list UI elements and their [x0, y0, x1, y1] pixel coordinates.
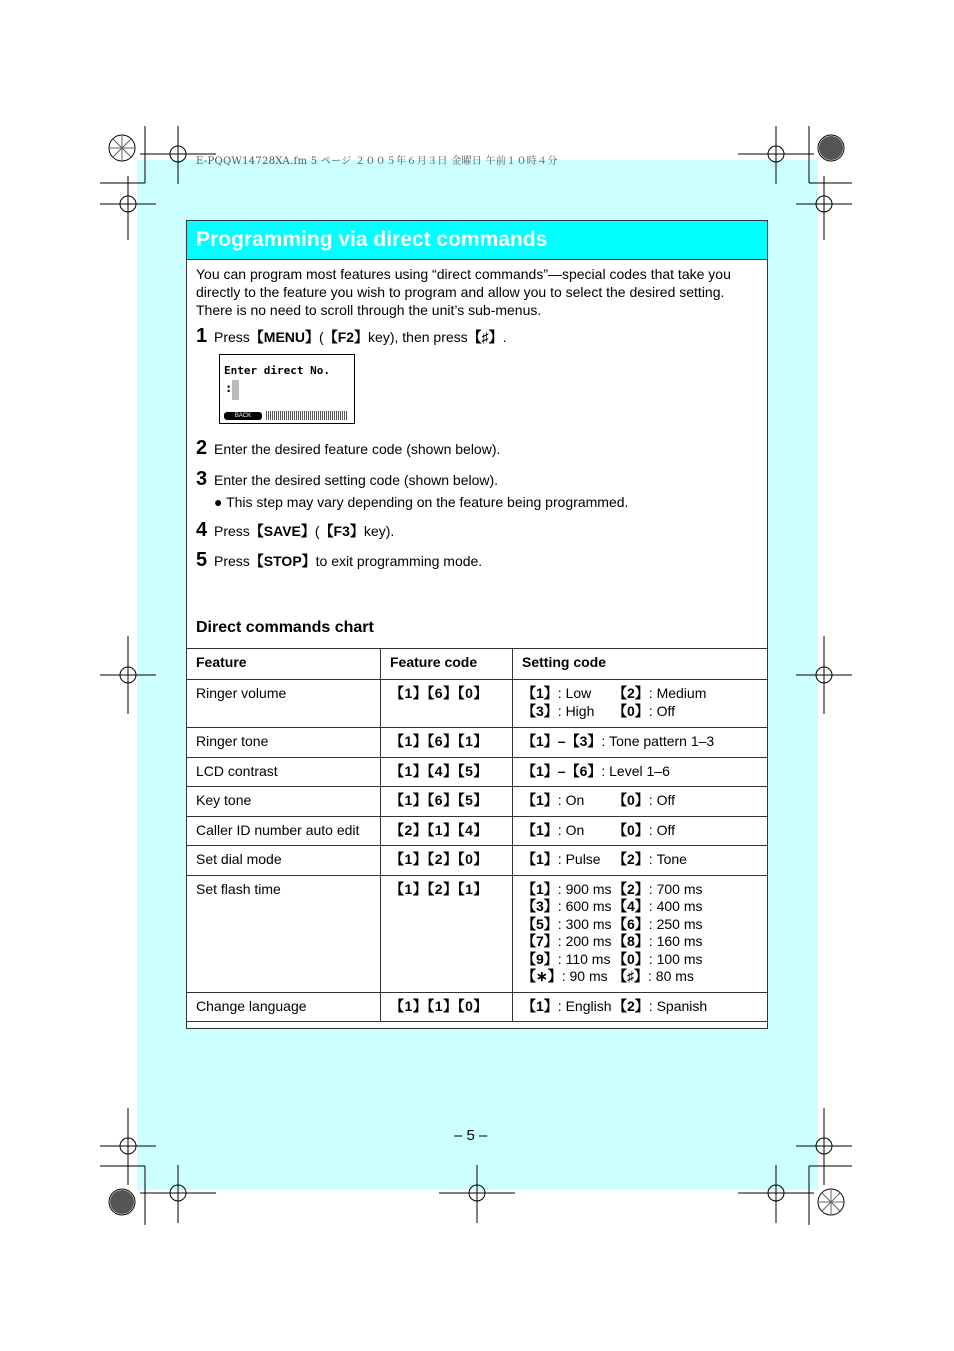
setting-value: : Tone pattern 1–3: [601, 733, 715, 749]
setting-entry: [613, 951, 758, 969]
key-label: 【0】: [613, 792, 649, 808]
key-label: 【0】: [613, 821, 649, 838]
table-row: [187, 680, 768, 728]
step-text: key).: [363, 523, 395, 539]
feature-code-cell: 【2】【1】【4】: [381, 816, 513, 846]
setting-value: : 300 ms: [557, 915, 612, 932]
setting-value: : English: [557, 997, 612, 1014]
setting-entry: [522, 881, 613, 899]
lcd-back-softkey: BACK: [224, 412, 262, 420]
key-label: 【1】: [522, 997, 558, 1014]
setting-entry: [613, 851, 758, 869]
column-header: Feature: [187, 649, 381, 680]
step-number: 4: [196, 519, 208, 541]
feature-code-cell: 【1】【6】【1】: [381, 728, 513, 758]
page-title: Programming via direct commands: [196, 228, 548, 251]
table-header-row: [187, 649, 768, 680]
step-2: [196, 437, 500, 460]
table-row: [187, 728, 768, 758]
setting-value: : On: [557, 821, 585, 838]
feature-code-cell: 【1】【6】【5】: [381, 787, 513, 817]
setting-entry: [613, 898, 758, 916]
column-header: Setting code: [513, 649, 768, 680]
menu-key: 【MENU】: [249, 329, 320, 345]
table-row: [187, 757, 768, 787]
setting-entry: [522, 933, 613, 951]
page-number: – 5 –: [454, 1127, 488, 1144]
setting-value: : 600 ms: [557, 898, 612, 914]
setting-value: : 90 ms: [561, 968, 608, 984]
direct-commands-table: [186, 648, 768, 1022]
key-label: 【0】: [613, 950, 649, 967]
step-text: to exit programming mode.: [315, 553, 483, 569]
setting-value: : Spanish: [648, 997, 708, 1014]
setting-value: : Level 1–6: [601, 762, 670, 779]
intro-paragraph: You can program most features using “direct commands”—special codes that take you directly to the feature you wish to program and allow you to select the desired setting. There is no need to scroll through the unit’s sub-menus.: [196, 266, 731, 318]
key-label: 【∗】: [522, 968, 562, 984]
setting-entry: [522, 851, 613, 869]
feature-cell: Change language: [187, 992, 381, 1022]
table-row: [187, 992, 768, 1022]
feature-code-cell: 【1】【2】【1】: [381, 875, 513, 992]
table-row: [187, 787, 768, 817]
step-text: Press: [214, 329, 250, 345]
step-4: [196, 519, 394, 542]
feature-code-cell: 【1】【4】【5】: [381, 757, 513, 787]
setting-value: : High: [557, 702, 595, 719]
step-number: 2: [196, 437, 208, 459]
key-label: 【7】: [522, 933, 558, 949]
setting-code-cell: [513, 728, 768, 758]
step-number: 3: [196, 468, 208, 490]
setting-entry: [522, 898, 613, 916]
key-label: 【6】: [613, 915, 649, 932]
feature-cell: Ringer volume: [187, 680, 381, 728]
table-row: [187, 875, 768, 992]
setting-entry: [613, 968, 758, 986]
table-row: [187, 816, 768, 846]
setting-value: : 250 ms: [648, 915, 703, 932]
setting-entry: [522, 916, 613, 934]
setting-code-cell: [513, 816, 768, 846]
step-3-note: ● This step may vary depending on the feature being programmed.: [214, 494, 629, 510]
key-label: 【4】: [613, 898, 649, 914]
lcd-line-1: Enter direct No.: [224, 364, 330, 377]
table-row: [187, 846, 768, 876]
setting-entry: [522, 998, 613, 1016]
lcd-softkey-dots: [266, 411, 348, 420]
setting-value: : Low: [557, 685, 592, 701]
step-text: Press: [214, 553, 250, 569]
step-text: (: [319, 329, 324, 345]
feature-cell: Set flash time: [187, 875, 381, 992]
feature-cell: Key tone: [187, 787, 381, 817]
key-label: 【3】: [522, 702, 558, 719]
setting-entry: [613, 685, 758, 703]
key-label: 【2】: [613, 685, 649, 701]
feature-cell: Caller ID number auto edit: [187, 816, 381, 846]
f2-key: 【F2】: [323, 329, 369, 345]
setting-entry: [522, 951, 613, 969]
setting-entry: [613, 933, 758, 951]
setting-value: : Pulse: [557, 851, 601, 867]
key-label: 【1】: [522, 685, 558, 701]
setting-entry: [613, 998, 758, 1016]
setting-value: : 160 ms: [648, 933, 703, 949]
setting-value: : Off: [648, 702, 675, 719]
key-label: 【1】–【6】: [522, 762, 602, 779]
step-5: [196, 549, 482, 572]
setting-value: : 900 ms: [557, 880, 612, 897]
step-3: [196, 468, 498, 491]
setting-code-cell: [513, 787, 768, 817]
stop-key: 【STOP】: [249, 553, 316, 569]
setting-entry: [522, 822, 613, 840]
setting-value: : On: [557, 792, 585, 808]
setting-code-cell: [513, 846, 768, 876]
setting-entry: [613, 792, 758, 810]
feature-code-cell: 【1】【2】【0】: [381, 846, 513, 876]
file-header: E-PQQW14728XA.fm 5 ページ ２００５年６月３日 金曜日 午前１０時４分: [196, 156, 558, 167]
setting-code-cell: [513, 875, 768, 992]
step-text: Enter the desired setting code (shown below).: [214, 472, 499, 488]
step-number: 1: [196, 325, 208, 347]
step-text: key), then press: [368, 329, 468, 345]
setting-value: : Tone: [648, 851, 687, 867]
key-label: 【2】: [613, 997, 649, 1014]
key-label: 【1】: [522, 792, 558, 808]
feature-code-cell: 【1】【1】【0】: [381, 992, 513, 1022]
setting-entry: [522, 968, 613, 986]
setting-code-cell: [513, 992, 768, 1022]
key-label: 【1】: [522, 851, 558, 867]
setting-value: : 700 ms: [648, 880, 703, 897]
f3-key: 【F3】: [319, 523, 364, 539]
key-label: 【8】: [613, 933, 649, 949]
setting-value: : Off: [648, 792, 675, 808]
setting-value: : 110 ms: [557, 950, 611, 967]
step-text: (: [314, 523, 320, 539]
key-label: 【♯】: [613, 968, 648, 984]
step-text: .: [502, 329, 507, 345]
feature-code-cell: 【1】【6】【0】: [381, 680, 513, 728]
setting-code-cell: [513, 680, 768, 728]
setting-entry: [613, 822, 758, 840]
key-label: 【9】: [522, 950, 558, 967]
setting-entry: [522, 685, 613, 703]
save-key: 【SAVE】: [249, 523, 315, 539]
feature-cell: LCD contrast: [187, 757, 381, 787]
feature-cell: Ringer tone: [187, 728, 381, 758]
setting-entry: [613, 703, 758, 721]
setting-value: : Off: [648, 821, 675, 838]
setting-code-cell: [513, 757, 768, 787]
step-number: 5: [196, 549, 208, 571]
key-label: 【1】: [522, 821, 558, 838]
setting-value: : Medium: [648, 685, 707, 701]
setting-entry: [522, 703, 613, 721]
pound-key: 【♯】: [467, 329, 503, 345]
key-label: 【2】: [613, 880, 649, 897]
setting-value: : 200 ms: [557, 933, 612, 949]
key-label: 【5】: [522, 915, 558, 932]
feature-cell: Set dial mode: [187, 846, 381, 876]
setting-entry: [613, 916, 758, 934]
key-label: 【1】–【3】: [522, 733, 602, 749]
title-bar: [187, 221, 767, 260]
setting-value: : 80 ms: [648, 968, 694, 984]
key-label: 【1】: [522, 880, 558, 897]
column-header: Feature code: [381, 649, 513, 680]
lcd-line-2: :: [225, 381, 233, 395]
content-box: [186, 220, 768, 1029]
key-label: 【3】: [522, 898, 558, 914]
setting-value: : 400 ms: [648, 898, 703, 914]
step-1: [196, 325, 507, 348]
setting-value: : 100 ms: [648, 950, 703, 967]
step-text: Press: [214, 523, 250, 539]
chart-heading: Direct commands chart: [196, 619, 374, 636]
setting-entry: [522, 792, 613, 810]
lcd-cursor: [232, 380, 239, 400]
setting-entry: [613, 881, 758, 899]
key-label: 【2】: [613, 851, 649, 867]
step-text: Enter the desired feature code (shown below).: [214, 441, 501, 457]
lcd-display: [219, 354, 355, 424]
key-label: 【0】: [613, 702, 649, 719]
